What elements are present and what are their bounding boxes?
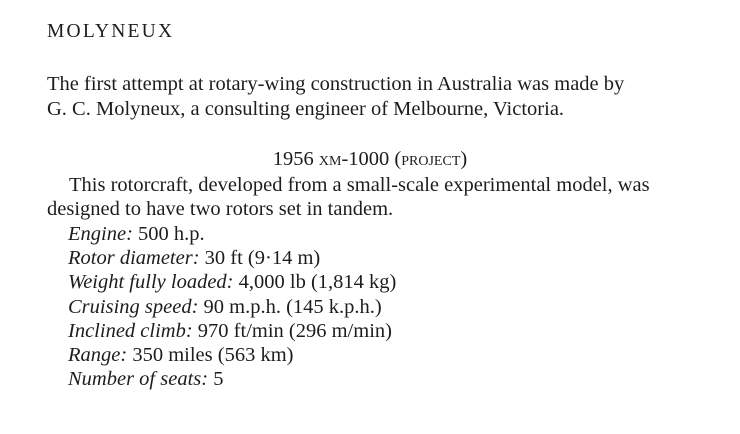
aircraft-description (47, 173, 737, 221)
spec-label: Inclined climb: (68, 319, 193, 342)
description-line-2: designed to have two rotors set in tandem. (47, 198, 394, 220)
spec-value: 500 h.p. (138, 223, 205, 245)
spec-value: 4,000 lb (1,814 kg) (238, 271, 397, 294)
spec-weight (68, 270, 396, 294)
spec-value: 90 m.p.h. (145 k.p.h.) (203, 295, 382, 318)
spec-label: Engine: (68, 223, 133, 245)
aircraft-designation: xm-1000 (project) (318, 148, 468, 170)
section-heading: MOLYNEUX (47, 21, 175, 42)
spec-value: 30 ft (9·14 m) (204, 247, 321, 270)
spec-cruising-speed (68, 295, 396, 319)
spec-label: Number of seats: (68, 368, 209, 391)
spec-inclined-climb (68, 319, 396, 343)
spec-label: Cruising speed: (68, 295, 199, 318)
spec-list (68, 222, 396, 391)
spec-label: Rotor diameter: (68, 247, 200, 270)
spec-range (68, 343, 396, 367)
spec-label: Weight fully loaded: (68, 271, 234, 294)
aircraft-year: 1956 (272, 148, 314, 170)
spec-rotor-diameter (68, 246, 396, 270)
spec-value: 350 miles (563 km) (132, 344, 294, 367)
spec-label: Range: (68, 344, 128, 367)
description-line-1: This rotorcraft, developed from a small-scale experimental model, was (69, 174, 650, 196)
intro-line-2: G. C. Molyneux, a consulting engineer of Melbourne, Victoria. (47, 98, 565, 120)
spec-value: 5 (213, 368, 224, 391)
spec-engine (68, 222, 396, 246)
aircraft-subheading (0, 147, 740, 171)
intro-line-1: The first attempt at rotary-wing construction in Australia was made by (47, 73, 625, 95)
spec-seats (68, 367, 396, 391)
intro-paragraph (47, 72, 727, 122)
spec-value: 970 ft/min (296 m/min) (197, 319, 392, 342)
